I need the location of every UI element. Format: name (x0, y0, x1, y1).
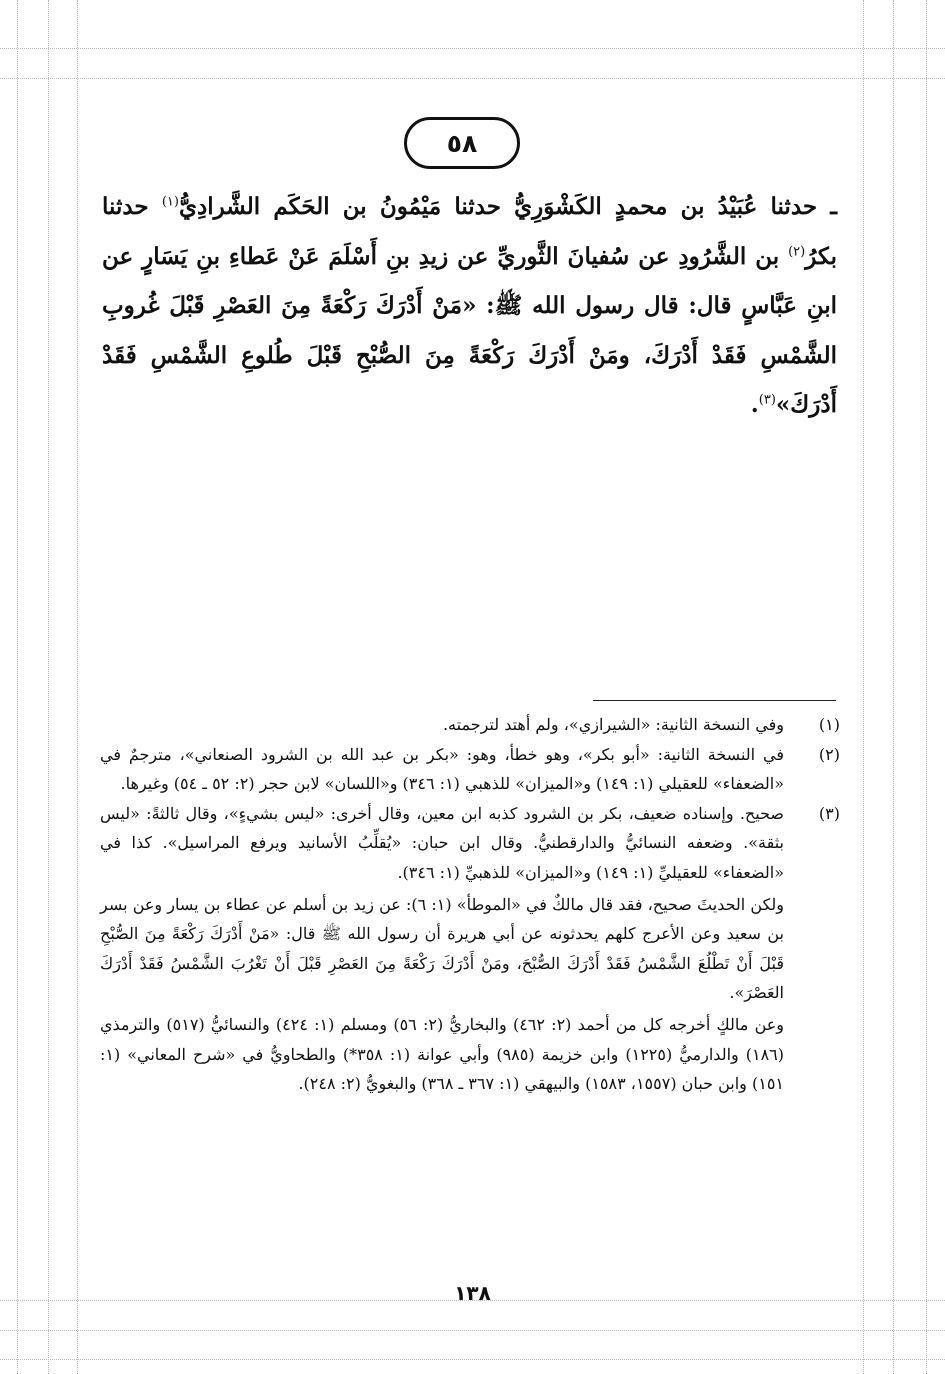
scan-guide-line (0, 78, 945, 79)
hadith-matn: بن الشَّرُودِ عن سُفيانَ الثَّوريِّ عن زيدِ بنِ أَسْلَمَ عَنْ عَطاءِ بنِ يَسَارٍ عن ابنِ عَبَّاسٍ قال: قال رسول الله ﷺ: «مَنْ أَدْرَكَ رَكْعَةً مِنَ العَصْرِ قَبْلَ غُروبِ الشَّمْسِ فَقَدْ أَدْرَكَ، ومَنْ أَدْرَكَ رَكْعَةً مِنَ الصُّبْحِ قَبْلَ طُلوعِ الشَّمْسِ فَقَدْ أَدْرَكَ» (102, 242, 837, 418)
footnote-number: (١) (818, 715, 840, 734)
footnote-ref[interactable]: (٢) (788, 243, 806, 259)
footnote-item (100, 740, 840, 799)
scan-guide-line (77, 0, 78, 1374)
hadith-end-mark: . (750, 391, 759, 418)
scan-guide-line (48, 0, 49, 1374)
footnote-text: وفي النسخة الثانية: «الشيرازي»، ولم أهتد لترجمته. (442, 715, 784, 734)
footnote-text: صحيح. وإسناده ضعيف، بكر بن الشرود كذبه ابن معين، وقال أخرى: «ليس بشيءٍ»، وقال ثالثةً: «ليس بثقة». وضعفه النسائيُّ والدارقطنيُّ. وقال ابن حبان: «يُقلِّبُ الأسانيد ويرفع المراسيل». كذا في «الضعفاء» للعقيليِّ (١: ١٤٩) و«الميزان» للذهبيِّ (١: ٣٤٦). (100, 803, 784, 882)
footnote-ref[interactable]: (٣) (758, 392, 776, 408)
footnote-text: وعن مالكٍ أخرجه كل من أحمد (٢: ٤٦٢) والبخاريُّ (٢: ٥٦) ومسلم (١: ٤٢٤) والنسائيُّ (٥١٧) والترمذي (١٨٦) والدارميُّ (١٢٢٥) وابن خزيمة (٩٨٥) وأبي عوانة (١: ٣٥٨*) والطحاويُّ في «شرح المعاني» (١: ١٥١) وابن حبان (١٥٥٧، ١٥٨٣) والبيهقي (١: ٣٦٧ ـ ٣٦٨) والبغويُّ (٢: ٢٤٨). (100, 1014, 785, 1094)
hadith-text (102, 182, 837, 430)
scan-guide-line (893, 0, 894, 1374)
footnote-text: في النسخة الثانية: «أبو بكر»، وهو خطأ، وهو: «بكر بن عبد الله بن الشرود الصنعاني»، مترجمٌ في «الضعفاء» للعقيلي (١: ١٤٩) و«الميزان» للذهبي (١: ٣٤٦) و«اللسان» لابن حجر (٢: ٥٢ ـ ٥٤) وغيرها. (100, 744, 784, 794)
footnote-text: ولكن الحديثَ صحيح، فقد قال مالكٌ في «الموطأ» (١: ٦): عن زيد بن أسلم عن عطاء بن يسار وعن بسر بن سعيد وعن الأعرج كلهم يحدثونه عن أبي هريرة أن رسول الله ﷺ قال: «مَنْ أَدْرَكَ رَكْعَةً مِنَ الصُّبْحِ قَبْلَ أَنْ تَطْلُعَ الشَّمْسُ فَقَدْ أَدْرَكَ الصُّبْحَ، ومَنْ أَدْرَكَ رَكْعَةً مِنَ العَصْرِ قَبْلَ أَنْ تَغْرُبَ الشَّمْسُ فَقَدْ أَدْرَكَ العَصْرَ». (100, 894, 785, 1003)
footnote-divider (593, 700, 836, 701)
scan-guide-line (0, 1359, 945, 1360)
scan-guide-line (0, 48, 945, 49)
footnote-item (100, 799, 840, 1099)
footnotes-section (100, 710, 840, 1099)
footnote-body (100, 799, 784, 1099)
scan-guide-line (0, 1330, 945, 1331)
footnote-ref[interactable]: (١) (161, 194, 179, 210)
hadith-number-badge (404, 117, 520, 169)
footnote-item (100, 710, 840, 740)
footnote-number: (٣) (818, 803, 840, 823)
hadith-isnad-start: حدثنا بكرُ (102, 193, 837, 270)
footnote-number: (٢) (818, 744, 840, 764)
hadith-number: ٥٨ (446, 128, 478, 158)
footnote-body (100, 710, 784, 740)
scan-guide-line (17, 0, 18, 1374)
scan-guide-line (926, 0, 927, 1374)
footnote-body (100, 740, 784, 799)
hadith-isnad-line: ـ حدثنا عُبَيْدُ بن محمدٍ الكَشْوَرِيُّ حدثنا مَيْمُونُ بن الحَكَم الشَّرادِيُّ (178, 193, 838, 220)
hadith-paragraph (102, 182, 837, 430)
scan-guide-line (863, 0, 864, 1374)
page-number: ١٣٨ (454, 1281, 491, 1305)
